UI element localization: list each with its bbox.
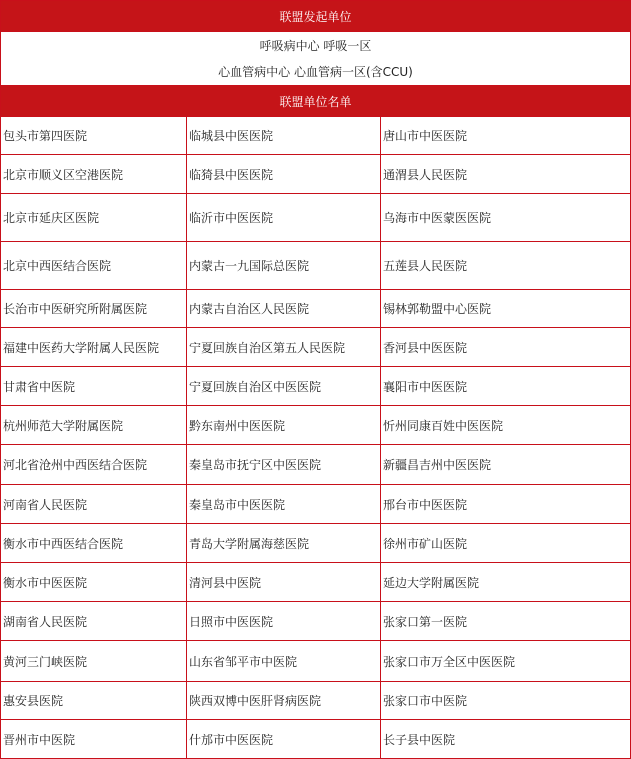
table-row [1,524,631,563]
table-row [1,445,631,485]
member-cell: 宁夏回族自治区第五人民医院 [187,328,381,367]
member-cell: 忻州同康百姓中医医院 [381,406,631,445]
member-cell: 临猗县中医医院 [187,155,381,194]
initiator-line: 心血管病中心 心血管病一区(含CCU) [218,64,413,79]
member-cell: 张家口市万全区中医医院 [381,641,631,682]
member-cell: 日照市中医医院 [187,602,381,641]
member-cell: 湖南省人民医院 [1,602,187,641]
member-cell: 乌海市中医蒙医医院 [381,194,631,242]
member-cell: 张家口第一医院 [381,602,631,641]
member-cell: 锡林郭勒盟中心医院 [381,290,631,328]
member-cell: 衡水市中医医院 [1,563,187,602]
table-row [1,117,631,155]
member-cell: 河北省沧州中西医结合医院 [1,445,187,485]
table-row [1,720,631,759]
member-cell: 北京市顺义区空港医院 [1,155,187,194]
table-row [1,155,631,194]
member-cell: 陕西双博中医肝肾病医院 [187,682,381,720]
member-cell: 秦皇岛市中医医院 [187,485,381,524]
member-cell: 衡水市中西医结合医院 [1,524,187,563]
table-row [1,641,631,682]
member-cell: 长子县中医院 [381,720,631,759]
members-header-row [1,86,631,117]
table-row [1,682,631,720]
table-row [1,328,631,367]
member-cell: 北京市延庆区医院 [1,194,187,242]
member-cell: 黔东南州中医医院 [187,406,381,445]
member-cell: 晋州市中医院 [1,720,187,759]
member-cell: 临城县中医医院 [187,117,381,155]
initiator-row [1,32,631,86]
member-cell: 长治市中医研究所附属医院 [1,290,187,328]
table-row [1,367,631,406]
table-row [1,242,631,290]
member-cell: 邢台市中医医院 [381,485,631,524]
member-cell: 福建中医药大学附属人民医院 [1,328,187,367]
member-cell: 张家口市中医院 [381,682,631,720]
member-cell: 内蒙古自治区人民医院 [187,290,381,328]
member-cell: 山东省邹平市中医院 [187,641,381,682]
initiator-line: 呼吸病中心 呼吸一区 [259,38,372,53]
member-cell: 甘肃省中医院 [1,367,187,406]
member-cell: 五莲县人民医院 [381,242,631,290]
member-cell: 包头市第四医院 [1,117,187,155]
member-cell: 延边大学附属医院 [381,563,631,602]
member-cell: 黄河三门峡医院 [1,641,187,682]
member-cell: 新疆昌吉州中医医院 [381,445,631,485]
member-cell: 临沂市中医医院 [187,194,381,242]
table-row [1,485,631,524]
table-row [1,602,631,641]
member-cell: 什邡市中医医院 [187,720,381,759]
initiator-cell [1,32,631,86]
member-cell: 河南省人民医院 [1,485,187,524]
member-cell: 通渭县人民医院 [381,155,631,194]
member-cell: 徐州市矿山医院 [381,524,631,563]
table-row [1,290,631,328]
member-cell: 清河县中医院 [187,563,381,602]
member-cell: 宁夏回族自治区中医医院 [187,367,381,406]
member-cell: 香河县中医医院 [381,328,631,367]
member-cell: 内蒙古一九国际总医院 [187,242,381,290]
member-cell: 襄阳市中医医院 [381,367,631,406]
table-row [1,194,631,242]
members-header: 联盟单位名单 [1,86,631,117]
member-cell: 唐山市中医医院 [381,117,631,155]
member-cell: 北京中西医结合医院 [1,242,187,290]
member-cell: 惠安县医院 [1,682,187,720]
initiator-header-row [1,1,631,32]
table-row [1,406,631,445]
table-row [1,563,631,602]
member-cell: 秦皇岛市抚宁区中医医院 [187,445,381,485]
member-cell: 青岛大学附属海慈医院 [187,524,381,563]
member-cell: 杭州师范大学附属医院 [1,406,187,445]
initiator-header: 联盟发起单位 [1,1,631,32]
